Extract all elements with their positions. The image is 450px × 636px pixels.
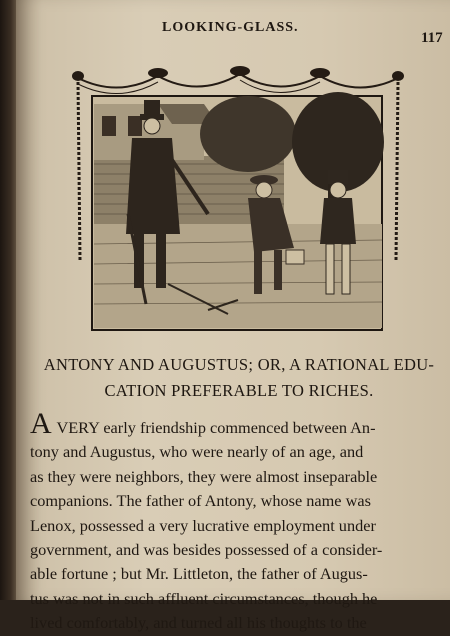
- chapter-title-line: ANTONY AND AUGUSTUS; OR, A RATIONAL EDU-: [43, 355, 435, 374]
- tree: [200, 96, 296, 172]
- body-line: as they were neighbors, they were almost inseparable: [30, 466, 378, 486]
- body-line: [30, 407, 446, 440]
- drop-cap: A: [30, 407, 53, 440]
- chapter-title: [30, 352, 448, 404]
- body-line: able fortune ; but Mr. Littleton, the father of Augus-: [30, 564, 368, 584]
- body-line-text: VERY early friendship commenced between An-: [52, 418, 376, 437]
- engraving-illustration: [68, 64, 408, 336]
- book-page: [16, 0, 450, 633]
- body-line: tony and Augustus, who were nearly of an age, and: [30, 442, 364, 462]
- body-line: tus was not in such affluent circumstances, though he: [30, 588, 378, 608]
- body-text: [30, 407, 446, 636]
- body-line: Lenox, possessed a very lucrative employment under: [30, 515, 376, 535]
- engraving-svg: [68, 64, 408, 336]
- running-head: LOOKING-GLASS.: [162, 20, 299, 35]
- body-line: lived comfortably, and turned all his thoughts to the: [30, 613, 367, 633]
- garland-ornament: [78, 74, 398, 94]
- bow-knot-icons: [72, 66, 404, 81]
- body-line: companions. The father of Antony, whose name was: [30, 491, 371, 511]
- page-number: 117: [421, 30, 443, 46]
- body-line: government, and was besides possessed of a consider-: [30, 540, 383, 560]
- chapter-title-line: CATION PREFERABLE TO RICHES.: [104, 381, 374, 400]
